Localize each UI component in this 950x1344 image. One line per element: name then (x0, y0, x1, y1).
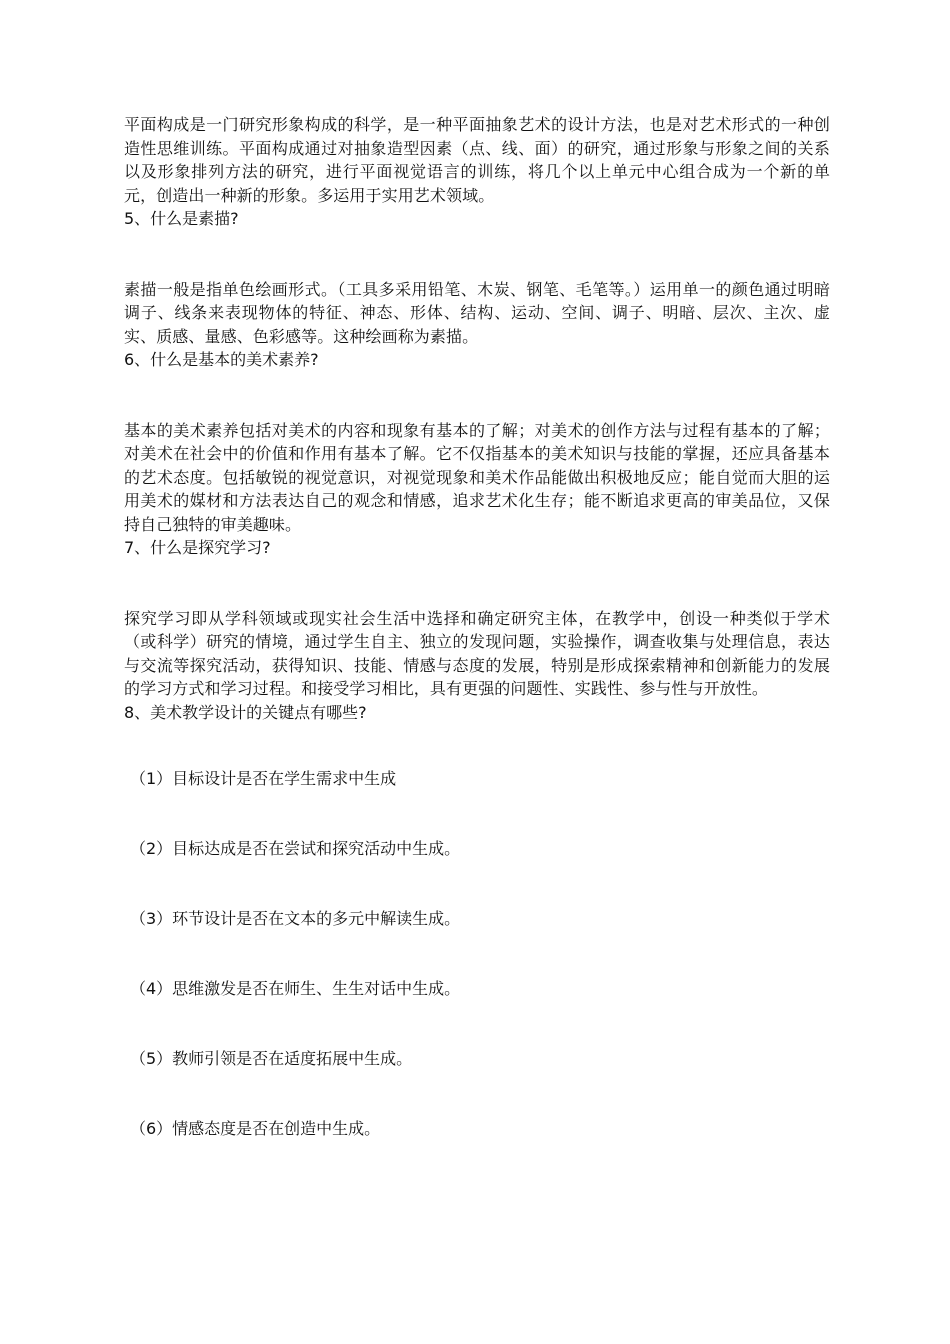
answer-5: 素描一般是指单色绘画形式。（工具多采用铅笔、木炭、钢笔、毛笔等。）运用单一的颜色通过明暗调子、线条来表现物体的特征、神态、形体、结构、运动、空间、调子、明暗、层次、主次、虚实、质感、量感、色彩感等。这种绘画称为素描。 (124, 279, 830, 346)
spacer (124, 231, 830, 278)
list-item: （6）情感态度是否在创造中生成。 (130, 1119, 381, 1138)
list-item: （3）环节设计是否在文本的多元中解读生成。 (130, 909, 461, 928)
question-8: 8、美术教学设计的关键点有哪些? (124, 702, 367, 722)
answer-7: 探究学习即从学科领域或现实社会生活中选择和确定研究主体，在教学中，创设一种类似于学术（或科学）研究的情境，通过学生自主、独立的发现问题，实验操作，调查收集与处理信息，表达与交流等探究活动，获得知识、技能、情感与态度的发展，特别是形成探索精神和创新能力的发展的学习方式和学习过程。和接受学习相比，具有更强的问题性、实践性、参与性与开放性。 (124, 608, 830, 698)
question-5: 5、什么是素描? (124, 209, 239, 228)
answer-6: 基本的美术素养包括对美术的内容和现象有基本的了解；对美术的创作方法与过程有基本的了解；对美术在社会中的价值和作用有基本了解。它不仅指基本的美术知识与技能的掌握，还应具备基本的艺术态度。包括敏锐的视觉意识，对视觉现象和美术作品能做出积极地反应；能自觉而大胆的运用美术的媒材和方法表达自己的观念和情感，追求艺术化生存；能不断追求更高的审美品位，又保持自己独特的审美趣味。 (124, 420, 830, 534)
list-item: （1）目标设计是否在学生需求中生成 (130, 769, 397, 788)
spacer (124, 560, 830, 607)
list-item: （5）教师引领是否在适度拓展中生成。 (130, 1049, 413, 1068)
key-points-list (124, 767, 830, 1141)
list-item: （2）目标达成是否在尝试和探究活动中生成。 (130, 839, 461, 858)
spacer (124, 372, 830, 419)
question-7: 7、什么是探究学习? (124, 538, 271, 557)
question-6: 6、什么是基本的美术素养? (124, 350, 319, 369)
list-item: （4）思维激发是否在师生、生生对话中生成。 (130, 979, 461, 998)
document-page (124, 113, 830, 1187)
intro-paragraph: 平面构成是一门研究形象构成的科学，是一种平面抽象艺术的设计方法，也是对艺术形式的一种创造性思维训练。平面构成通过对抽象造型因素（点、线、面）的研究，通过形象与形象之间的关系以及形象排列方法的研究，进行平面视觉语言的训练，将几个以上单元中心组合成为一个新的单元，创造出一种新的形象。多运用于实用艺术领域。 (124, 115, 830, 205)
